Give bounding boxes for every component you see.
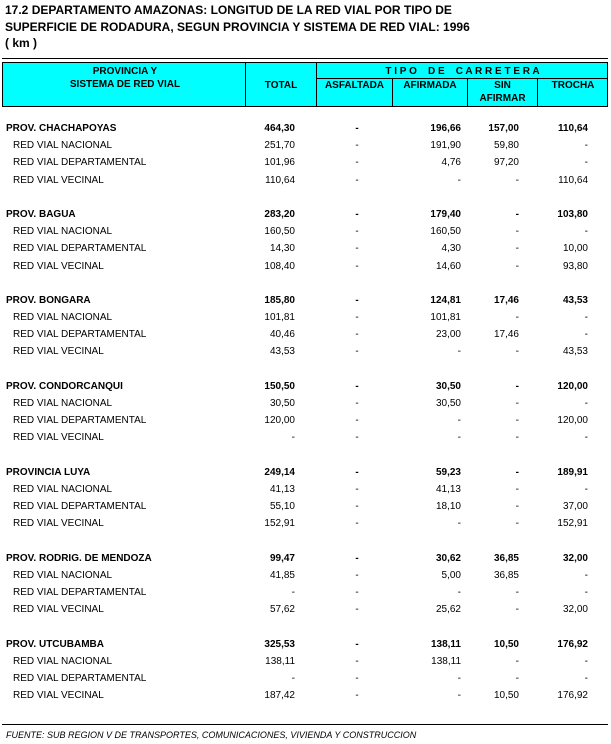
cell-total: -: [291, 432, 295, 444]
table-title: [5, 2, 470, 52]
header-asfaltada: ASFALTADA: [324, 80, 385, 91]
cell-asfaltada: -: [355, 398, 359, 409]
group-spacer: [0, 189, 611, 206]
group-spacer: [0, 447, 611, 464]
subsystem-row: [0, 172, 611, 189]
cell-asfaltada: -: [355, 312, 359, 324]
cell-trocha: 103,80: [557, 208, 588, 220]
subsystem-row: [0, 137, 611, 154]
cell-asfaltada: -: [355, 243, 359, 255]
source-note: FUENTE: SUB REGION V DE TRANSPORTES, COMUNICACIONES, VIVIENDA Y CONSTRUCCION: [6, 730, 417, 740]
top-rule: [2, 58, 608, 59]
cell-name: RED VIAL VECINAL: [13, 432, 104, 444]
cell-name: RED VIAL NACIONAL: [13, 226, 113, 238]
cell-asfaltada: -: [355, 174, 359, 186]
cell-trocha: 43,53: [562, 346, 588, 358]
cell-asfaltada: -: [355, 483, 359, 495]
cell-total: 251,70: [264, 140, 295, 152]
bottom-rule: [2, 724, 608, 725]
cell-afirmada: 30,50: [435, 398, 461, 409]
cell-total: 14,30: [269, 243, 295, 255]
cell-sin-afirmar: -: [515, 501, 519, 513]
cell-asfaltada: -: [355, 208, 359, 220]
province-row: [0, 464, 611, 481]
subsystem-row: [0, 498, 611, 515]
group-spacer: [0, 275, 611, 292]
cell-sin-afirmar: -: [515, 226, 519, 238]
cell-name: RED VIAL DEPARTAMENTAL: [13, 415, 147, 427]
cell-sin-afirmar: -: [515, 380, 519, 392]
cell-sin-afirmar: 10,50: [493, 638, 519, 650]
header-subrule: [316, 78, 608, 79]
cell-asfaltada: -: [355, 415, 359, 427]
cell-total: 41,85: [269, 569, 295, 581]
province-row: [0, 292, 611, 309]
subsystem-row: [0, 429, 611, 446]
title-line-1: 17.2 DEPARTAMENTO AMAZONAS: LONGITUD DE LA RED VIAL POR TIPO DE: [5, 3, 452, 17]
province-row: [0, 550, 611, 567]
cell-name: RED VIAL VECINAL: [13, 174, 104, 186]
cell-trocha: -: [584, 655, 588, 667]
cell-asfaltada: -: [355, 673, 359, 684]
cell-sin-afirmar: -: [515, 208, 519, 220]
header-trocha: TROCHA: [551, 80, 595, 91]
header-afirmar: AFIRMAR: [479, 93, 526, 104]
cell-trocha: 43,53: [562, 294, 588, 306]
subsystem-row: [0, 687, 611, 704]
cell-sin-afirmar: 59,80: [493, 140, 519, 152]
cell-asfaltada: -: [355, 501, 359, 513]
cell-afirmada: -: [457, 587, 461, 599]
cell-afirmada: -: [457, 432, 461, 444]
cell-name: PROV. CHACHAPOYAS: [6, 123, 117, 134]
cell-total: 108,40: [264, 260, 295, 272]
cell-afirmada: 18,10: [435, 501, 461, 513]
cell-name: RED VIAL NACIONAL: [13, 655, 113, 667]
cell-name: PROVINCIA LUYA: [6, 466, 91, 478]
cell-name: RED VIAL VECINAL: [13, 690, 104, 702]
cell-asfaltada: -: [355, 294, 359, 306]
header-afirmada: AFIRMADA: [403, 80, 457, 91]
cell-asfaltada: -: [355, 466, 359, 478]
cell-name: PROV. RODRIG. DE MENDOZA: [6, 552, 152, 564]
subsystem-row: [0, 343, 611, 360]
cell-asfaltada: -: [355, 226, 359, 238]
cell-total: 120,00: [264, 415, 295, 427]
cell-name: PROV. BONGARA: [6, 294, 91, 306]
cell-trocha: 110,64: [558, 174, 588, 186]
cell-afirmada: 179,40: [430, 208, 461, 220]
cell-name: RED VIAL VECINAL: [13, 518, 104, 530]
cell-trocha: -: [584, 312, 588, 324]
cell-sin-afirmar: 97,20: [493, 157, 519, 169]
cell-name: RED VIAL NACIONAL: [13, 569, 113, 581]
cell-name: RED VIAL VECINAL: [13, 260, 104, 272]
cell-sin-afirmar: -: [515, 466, 519, 478]
cell-sin-afirmar: -: [515, 604, 519, 616]
cell-total: -: [291, 673, 295, 684]
cell-total: 41,13: [269, 483, 295, 495]
header-sin: SIN: [494, 80, 511, 91]
group-spacer: [0, 361, 611, 378]
cell-asfaltada: -: [355, 518, 359, 530]
title-unit: ( km ): [5, 36, 38, 50]
province-row: [0, 636, 611, 653]
cell-trocha: 189,91: [557, 466, 588, 478]
cell-trocha: 93,80: [562, 260, 588, 272]
cell-name: RED VIAL DEPARTAMENTAL: [13, 587, 147, 599]
cell-afirmada: 191,90: [430, 140, 461, 152]
cell-trocha: -: [584, 140, 588, 152]
cell-sin-afirmar: -: [515, 673, 519, 684]
cell-asfaltada: -: [355, 380, 359, 392]
header-sistema: SISTEMA DE RED VIAL: [69, 79, 181, 90]
subsystem-row: [0, 154, 611, 171]
title-line-2: SUPERFICIE DE RODADURA, SEGUN PROVINCIA Y SISTEMA DE RED VIAL: 1996: [5, 19, 470, 34]
cell-total: -: [291, 587, 295, 599]
cell-sin-afirmar: -: [515, 243, 519, 255]
subsystem-row: [0, 412, 611, 429]
cell-trocha: -: [584, 483, 588, 495]
cell-name: RED VIAL DEPARTAMENTAL: [13, 673, 147, 684]
cell-sin-afirmar: -: [515, 655, 519, 667]
cell-sin-afirmar: -: [515, 398, 519, 409]
cell-afirmada: 124,81: [430, 294, 461, 306]
cell-total: 249,14: [264, 466, 295, 478]
table-body: [0, 120, 611, 704]
subsystem-row: [0, 584, 611, 601]
header-tipo-carretera: T I P O D E C A R R E T E R A: [385, 66, 540, 77]
cell-asfaltada: -: [355, 123, 359, 134]
subsystem-row: [0, 223, 611, 240]
cell-sin-afirmar: -: [515, 483, 519, 495]
cell-afirmada: -: [457, 518, 461, 530]
province-row: [0, 120, 611, 137]
subsystem-row: [0, 670, 611, 687]
group-spacer: [0, 533, 611, 550]
cell-afirmada: 25,62: [435, 604, 461, 616]
cell-sin-afirmar: 36,85: [493, 552, 519, 564]
cell-afirmada: 59,23: [435, 466, 461, 478]
cell-trocha: 37,00: [562, 501, 588, 513]
cell-afirmada: 4,76: [441, 157, 461, 169]
cell-trocha: -: [584, 673, 588, 684]
cell-asfaltada: -: [355, 140, 359, 152]
cell-asfaltada: -: [355, 329, 359, 341]
cell-sin-afirmar: 157,00: [488, 123, 519, 134]
cell-afirmada: -: [457, 346, 461, 358]
subsystem-row: [0, 240, 611, 257]
cell-afirmada: 14,60: [435, 260, 461, 272]
cell-afirmada: 30,50: [435, 380, 461, 392]
subsystem-row: [0, 309, 611, 326]
cell-sin-afirmar: -: [515, 518, 519, 530]
cell-name: RED VIAL NACIONAL: [13, 312, 113, 324]
cell-afirmada: 101,81: [430, 312, 461, 324]
cell-trocha: -: [584, 157, 588, 169]
cell-sin-afirmar: -: [515, 346, 519, 358]
cell-sin-afirmar: 17,46: [493, 329, 519, 341]
cell-trocha: -: [584, 587, 588, 599]
subsystem-row: [0, 567, 611, 584]
cell-total: 43,53: [269, 346, 295, 358]
cell-total: 185,80: [264, 294, 295, 306]
cell-trocha: -: [584, 432, 588, 444]
cell-total: 283,20: [264, 208, 295, 220]
subsystem-row: [0, 481, 611, 498]
cell-total: 101,96: [264, 157, 295, 169]
cell-name: RED VIAL DEPARTAMENTAL: [13, 157, 147, 169]
cell-sin-afirmar: -: [515, 587, 519, 599]
subsystem-row: [0, 653, 611, 670]
cell-sin-afirmar: -: [515, 415, 519, 427]
cell-trocha: 120,00: [557, 415, 588, 427]
cell-total: 187,42: [264, 690, 295, 702]
cell-total: 110,64: [265, 174, 295, 186]
cell-trocha: -: [584, 329, 588, 341]
subsystem-row: [0, 601, 611, 618]
cell-afirmada: -: [457, 174, 461, 186]
cell-afirmada: 4,30: [441, 243, 461, 255]
cell-sin-afirmar: -: [515, 174, 519, 186]
cell-afirmada: -: [457, 690, 461, 702]
cell-trocha: -: [584, 226, 588, 238]
cell-trocha: 152,91: [557, 518, 588, 530]
cell-total: 55,10: [269, 501, 295, 513]
province-row: [0, 206, 611, 223]
cell-total: 57,62: [269, 604, 295, 616]
cell-asfaltada: -: [355, 587, 359, 599]
cell-asfaltada: -: [355, 552, 359, 564]
cell-total: 160,50: [264, 226, 295, 238]
cell-trocha: -: [584, 569, 588, 581]
cell-name: RED VIAL DEPARTAMENTAL: [13, 243, 147, 255]
group-spacer: [0, 618, 611, 635]
cell-name: RED VIAL VECINAL: [13, 604, 104, 616]
cell-total: 138,11: [265, 655, 295, 667]
cell-name: RED VIAL NACIONAL: [13, 140, 113, 152]
cell-sin-afirmar: 10,50: [493, 690, 519, 702]
header-provincia: PROVINCIA Y: [92, 66, 158, 77]
cell-afirmada: 41,13: [435, 483, 461, 495]
cell-sin-afirmar: -: [515, 260, 519, 272]
cell-name: RED VIAL DEPARTAMENTAL: [13, 501, 147, 513]
cell-afirmada: 196,66: [430, 123, 461, 134]
cell-name: RED VIAL VECINAL: [13, 346, 104, 358]
cell-name: RED VIAL NACIONAL: [13, 398, 113, 409]
cell-afirmada: 23,00: [435, 329, 461, 341]
cell-sin-afirmar: 17,46: [493, 294, 519, 306]
cell-afirmada: -: [457, 415, 461, 427]
cell-total: 99,47: [269, 552, 295, 564]
cell-asfaltada: -: [355, 604, 359, 616]
subsystem-row: [0, 515, 611, 532]
cell-name: PROV. UTCUBAMBA: [6, 638, 104, 650]
cell-trocha: 176,92: [557, 638, 588, 650]
cell-asfaltada: -: [355, 346, 359, 358]
cell-asfaltada: -: [355, 260, 359, 272]
cell-trocha: 120,00: [557, 380, 588, 392]
cell-trocha: 176,92: [557, 690, 588, 702]
cell-trocha: 32,00: [562, 604, 588, 616]
cell-asfaltada: -: [355, 569, 359, 581]
cell-asfaltada: -: [355, 432, 359, 444]
cell-trocha: 10,00: [562, 243, 588, 255]
cell-afirmada: 160,50: [430, 226, 461, 238]
cell-asfaltada: -: [355, 655, 359, 667]
cell-total: 101,81: [264, 312, 295, 324]
subsystem-row: [0, 326, 611, 343]
cell-trocha: 32,00: [562, 552, 588, 564]
cell-sin-afirmar: -: [515, 432, 519, 444]
cell-asfaltada: -: [355, 638, 359, 650]
cell-name: RED VIAL DEPARTAMENTAL: [13, 329, 147, 341]
cell-asfaltada: -: [355, 157, 359, 169]
cell-total: 325,53: [264, 638, 295, 650]
cell-total: 464,30: [264, 123, 295, 134]
cell-afirmada: 138,11: [430, 638, 461, 650]
subsystem-row: [0, 395, 611, 412]
cell-total: 30,50: [269, 398, 295, 409]
cell-afirmada: 5,00: [441, 569, 461, 581]
cell-sin-afirmar: 36,85: [493, 569, 519, 581]
cell-trocha: 110,64: [557, 123, 588, 134]
cell-total: 152,91: [264, 518, 295, 530]
cell-trocha: -: [584, 398, 588, 409]
subsystem-row: [0, 258, 611, 275]
cell-total: 150,50: [264, 380, 295, 392]
cell-sin-afirmar: -: [515, 312, 519, 324]
cell-name: PROV. CONDORCANQUI: [6, 380, 123, 392]
cell-asfaltada: -: [355, 690, 359, 702]
cell-afirmada: 30,62: [435, 552, 461, 564]
cell-name: RED VIAL NACIONAL: [13, 483, 113, 495]
cell-total: 40,46: [269, 329, 295, 341]
cell-afirmada: 138,11: [431, 655, 461, 667]
cell-afirmada: -: [457, 673, 461, 684]
province-row: [0, 378, 611, 395]
cell-name: PROV. BAGUA: [6, 208, 76, 220]
header-total: TOTAL: [264, 80, 298, 91]
